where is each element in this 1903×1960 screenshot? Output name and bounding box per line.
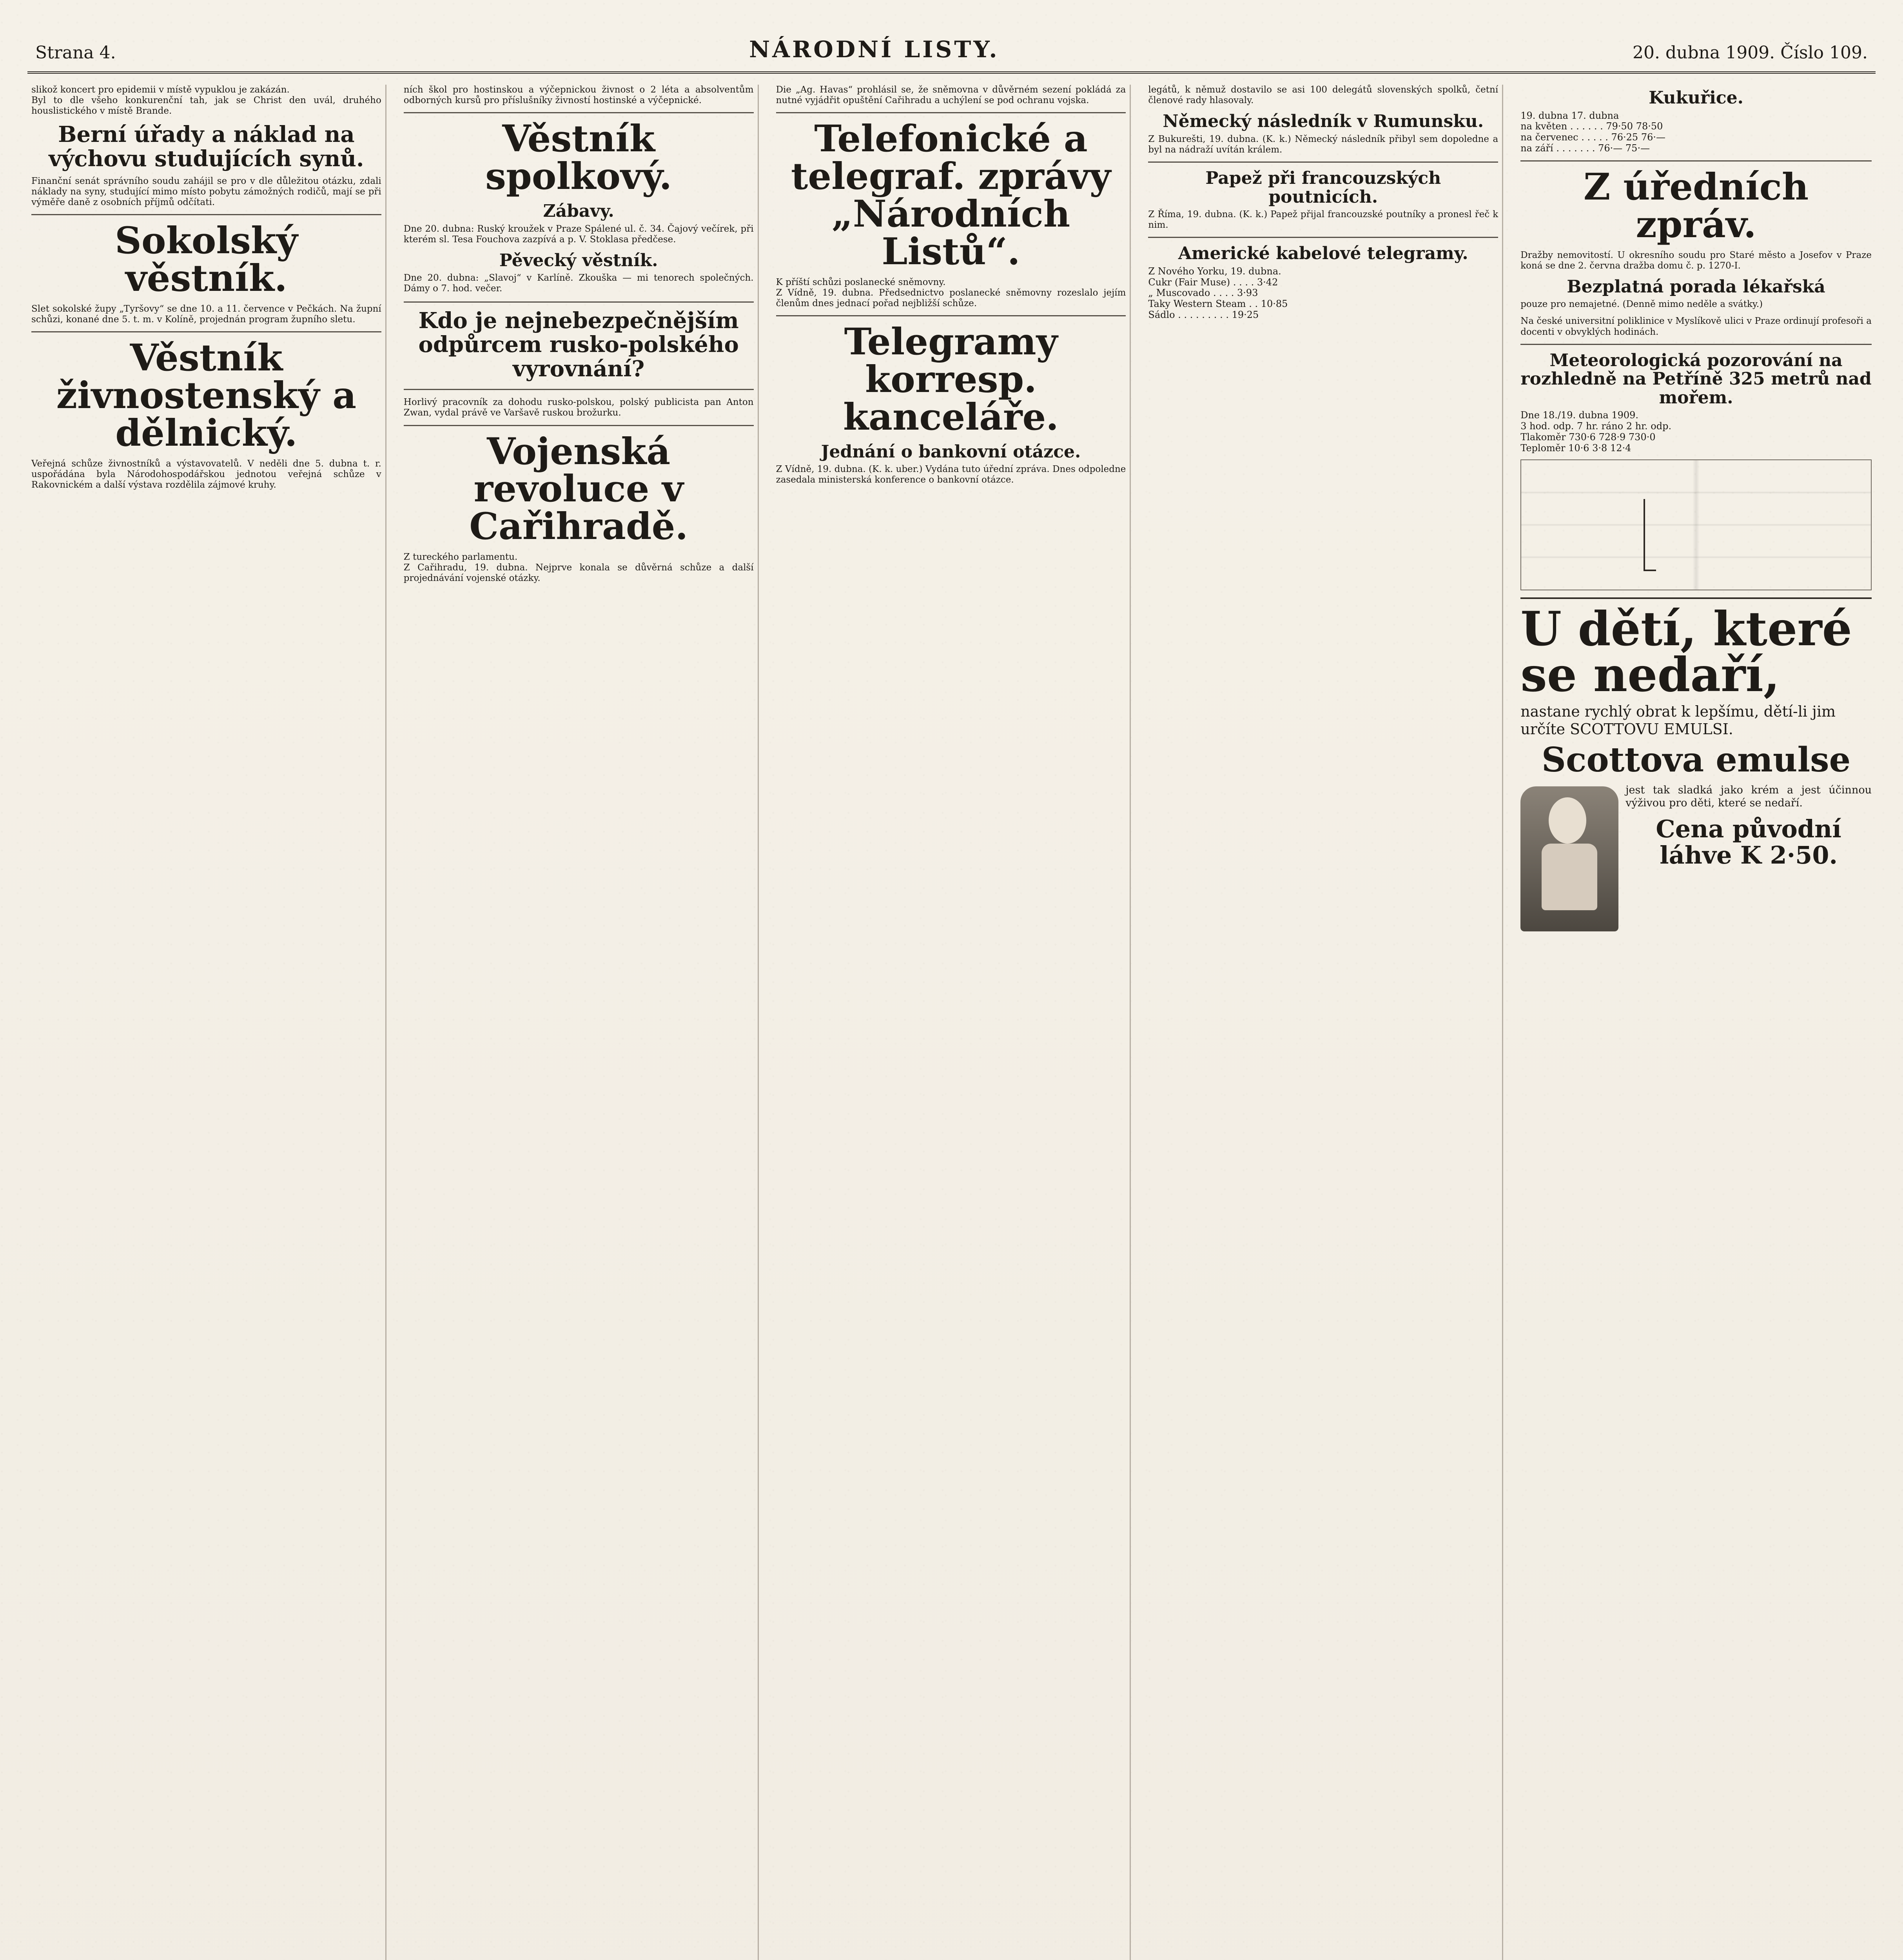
trade-article: Veřejná schůze živnostníků a výstavovatelů. V neděli dne 5. dubna t. r. uspořádána byla Národohospodářskou jednotou veřejná schůze v Rakovnickém a další výstava rozdělila zájmové kruhy. [31, 458, 381, 490]
official-heading: Z úředních zpráv. [1583, 165, 1809, 246]
medical-heading: Bezplatná porada lékařská [1567, 276, 1825, 297]
revolution-heading: Vojenská revoluce v Cařihradě. [469, 430, 688, 548]
column-2 [400, 85, 759, 1960]
advertisement-price: Cena původní láhve K 2·50. [1656, 815, 1841, 870]
tax-offices-heading: Berní úřady a náklad na výchovu studujících synů. [49, 122, 364, 172]
romania-article: Z Bukurešti, 19. dubna. (K. k.) Německý následník přibyl sem dopoledne a byl na nádraží uvítán králem. [1148, 134, 1498, 155]
corn-table: 19. dubna 17. dubna na květen . . . . . . 79·50 78·50 na červenec . . . . . 76·25 76·— na září . . . . . . . 76·— 75·— [1520, 110, 1665, 154]
advertisement-title: U dětí, které se nedaří, [1520, 601, 1852, 703]
advertisement-illustration [1520, 786, 1618, 931]
column-3-divider-2 [776, 315, 1126, 316]
trade-heading: Věstník živnostenský a dělnický. [56, 336, 357, 455]
pope-heading: Papež při francouzských poutnicích. [1205, 168, 1441, 207]
telephone-article: K příští schůzi poslanecké sněmovny. Z Vídně, 19. dubna. Předsednictvo poslanecké sněmovny rozeslalo jejím členům dnes jednací pořad nejbližší schůze. [776, 277, 1126, 309]
official-article: Dražby nemovitostí. U okresního soudu pro Staré město a Josefov v Praze koná se dne 2. června dražba domu č. p. 1270-I. [1520, 250, 1872, 271]
column-1-divider-1 [31, 214, 381, 215]
weather-heading: Meteorologická pozorování na rozhledně na Petříně 325 metrů nad mořem. [1520, 350, 1872, 408]
entertainment-article: Dne 20. dubna: Ruský kroužek v Praze Spálené ul. č. 34. Čajový večírek, při kterém sl. Tesa Fouchova zazpívá a p. V. Stoklasa předčese. [403, 223, 754, 245]
weather-table: Dne 18./19. dubna 1909. 3 hod. odp. 7 hr. ráno 2 hr. odp. Tlakoměr 730·6 728·9 730·0 Teploměr 10·6 3·8 12·4 [1520, 410, 1672, 454]
column-3 [772, 85, 1131, 1960]
column-2-divider-2 [404, 425, 754, 426]
column-3-intro: Die „Ag. Havas“ prohlásil se, že sněmovna v důvěrném sezení pokládá za nutné vyjádřit opuštění Cařihradu a uchýlení se pod ochranu vojska. [776, 85, 1126, 106]
newspaper-title: NÁRODNÍ LISTY. [749, 36, 1000, 63]
column-2-divider-1 [404, 112, 754, 113]
choir-heading: Pěvecký věstník. [499, 250, 658, 270]
article-columns [27, 85, 1876, 1960]
association-heading: Věstník spolkový. [485, 117, 672, 198]
medical-article: Na české universitní poliklinice v Myslíkově ulici v Praze ordinují profesoři a docenti v obvyklých hodinách. [1520, 316, 1872, 337]
column-2-intro: ních škol pro hostinskou a výčepnickou živnost o 2 léta a absolventům odborných kursů pro příslušníky živností hostinské a výčepnické. [403, 85, 754, 106]
weather-graph [1520, 459, 1872, 590]
advertisement-body: jest tak sladká jako krém a jest účinnou výživou pro děti, které se nedaří. [1625, 784, 1872, 809]
pope-article: Z Říma, 19. dubna. (K. k.) Papež přijal francouzské poutníky a pronesl řeč k nim. [1148, 209, 1498, 230]
column-1 [27, 85, 386, 1960]
advertisement [1520, 597, 1872, 869]
entertainment-heading: Zábavy. [543, 201, 614, 221]
sokol-article: Slet sokolské župy „Tyršovy“ se dne 10. a 11. července v Pečkách. Na župní schůzi, konané dne 5. t. m. v Kolíně, projednán program župního sletu. [31, 303, 381, 325]
choir-article: Dne 20. dubna: „Slavoj“ v Karlíně. Zkouška — mi tenorech společných. Dámy o 7. hod. večer. [403, 273, 754, 294]
issue-date: 20. dubna 1909. Číslo 109. [1633, 43, 1868, 63]
advertisement-brand: Scottova emulse [1541, 740, 1851, 780]
column-5-divider-2 [1520, 344, 1872, 345]
column-5 [1517, 85, 1876, 1960]
column-1-intro: slikož koncert pro epidemii v místě vypuklou je zakázán. Byl to dle všeho konkurenční tah, jak se Christ den uvál, druhého houslistického v místě Brande. [31, 85, 381, 116]
cable-table: Z Nového Yorku, 19. dubna. Cukr (Fair Muse) . . . . 3·42 „ Muscovado . . . . 3·93 Taky Western Steam . . 10·85 Sádlo . . . . . . . . . 19·25 [1148, 265, 1288, 321]
telephone-heading: Telefonické a telegraf. zprávy „Národních Listů“. [791, 117, 1111, 273]
masthead [27, 35, 1876, 74]
column-4-intro: legátů, k němuž dostavilo se asi 100 delegátů slovenských spolků, četní členové rady hlasovaly. [1148, 85, 1498, 106]
column-4 [1144, 85, 1503, 1960]
sokol-heading: Sokolský věstník. [115, 219, 298, 300]
bank-question-heading: Jednání o bankovní otázce. [821, 441, 1081, 462]
column-4-divider-2 [1148, 237, 1498, 238]
column-4-divider-1 [1148, 162, 1498, 163]
weather-indicator [1644, 499, 1656, 571]
tax-offices-article: Finanční senát správního soudu zahájil se pro v dle důležitou otázku, zdali náklady na syny, studující mimo místo pobytu zámožných rodičů, mají se při výměře daně z osobních příjmů odčítati. [31, 176, 381, 207]
advertisement-subtitle: nastane rychlý obrat k lepšímu, dětí-li jim určíte SCOTTOVU EMULSI. [1520, 702, 1836, 738]
page-number: Strana 4. [35, 43, 116, 63]
medical-subheading: pouze pro nemajetné. (Denně mimo neděle a svátky.) [1520, 299, 1763, 310]
bank-question-article: Z Vídně, 19. dubna. (K. k. uber.) Vydána tuto úřední zpráva. Dnes odpoledne zasedala ministerská konference o bankovní otázce. [776, 464, 1126, 485]
rusko-polish-heading: Kdo je nejnebezpečnějším odpůrcem rusko-polského vyrovnání? [418, 307, 739, 382]
telegram-heading: Telegramy korresp. kanceláře. [843, 320, 1059, 439]
rusko-polish-article: Horlivý pracovník za dohodu rusko-polskou, polský publicista pan Anton Zwan, vydal právě ve Varšavě ruskou brožurku. [403, 397, 754, 418]
column-3-divider-1 [776, 112, 1126, 113]
romania-heading: Německý následník v Rumunsku. [1163, 111, 1484, 132]
corn-heading: Kukuřice. [1649, 88, 1743, 108]
column-5-divider-1 [1520, 160, 1872, 162]
column-1-divider-2 [31, 331, 381, 332]
cable-heading: Americké kabelové telegramy. [1178, 243, 1468, 264]
revolution-article: Z tureckého parlamentu. Z Cařihradu, 19. dubna. Nejprve konala se důvěrná schůze a další projednávání vojenské otázky. [403, 552, 754, 584]
